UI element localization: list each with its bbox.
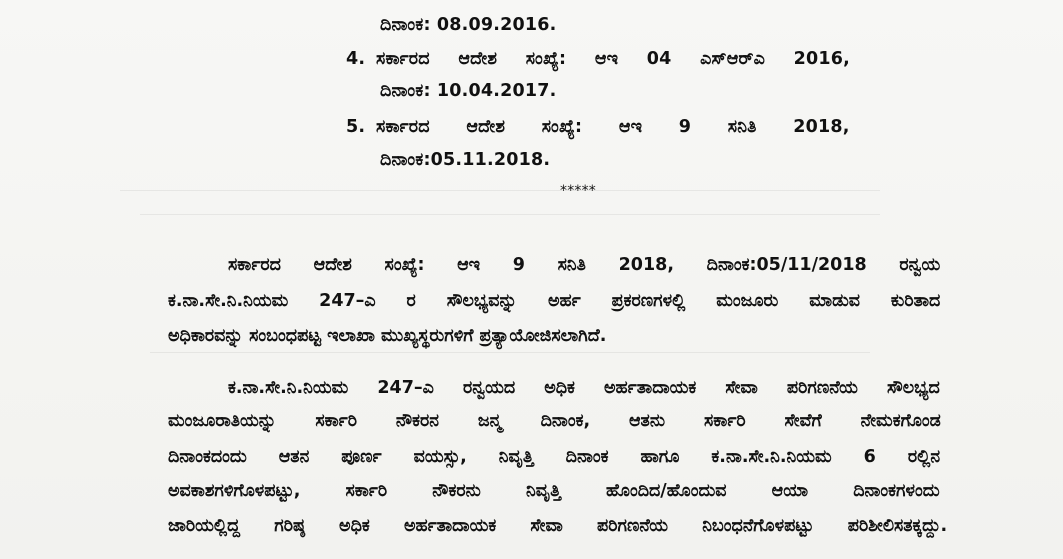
order-4-number: 4. bbox=[346, 49, 366, 69]
paper-shadow bbox=[150, 352, 870, 353]
separator-stars: ***** bbox=[560, 183, 596, 199]
order-5-text: ಸರ್ಕಾರದ ಆದೇಶ ಸಂಖ್ಯೆ: ಆಇ 9 ಸನಿತಿ 2018, bbox=[376, 117, 850, 137]
order-5-number: 5. bbox=[346, 117, 366, 137]
paragraph-2-line-1: ಕ.ನಾ.ಸೇ.ನಿ.ನಿಯಮ 247–ಎ ರನ್ವಯದ ಅಧಿಕ ಅರ್ಹತಾದಾಯಕ ಸೇವಾ ಪರಿಗಣನೆಯ ಸೌಲಭ್ಯದ bbox=[228, 378, 940, 398]
order-4-date: ದಿನಾಂಕ: 10.04.2017. bbox=[380, 81, 557, 101]
order-5-date: ದಿನಾಂಕ:05.11.2018. bbox=[380, 150, 551, 170]
paragraph-2-line-4: ಅವಕಾಶಗಳಿಗೊಳಪಟ್ಟು, ಸರ್ಕಾರಿ ನೌಕರನು ನಿವೃತ್ತಿ ಹೊಂದಿದ/ಹೊಂದುವ ಆಯಾ ದಿನಾಂಕಗಳಂದು bbox=[168, 481, 940, 501]
paragraph-2-line-3: ದಿನಾಂಕದಂದು ಆತನ ಪೂರ್ಣ ವಯಸ್ಸು, ನಿವೃತ್ತಿ ದಿನಾಂಕ ಹಾಗೂ ಕ.ನಾ.ಸೇ.ನಿ.ನಿಯಮ 6 ರಲ್ಲಿನ bbox=[168, 447, 941, 467]
paper-shadow bbox=[120, 190, 880, 191]
paragraph-2-line-5: ಜಾರಿಯಲ್ಲಿದ್ದ ಗರಿಷ್ಠ ಅಧಿಕ ಅರ್ಹತಾದಾಯಕ ಸೇವಾ ಪರಿಗಣನೆಯ ನಿಬಂಧನೆಗೊಳಪಟ್ಟು ಪರಿಶೀಲಿಸತಕ್ಕದ್ದು. bbox=[168, 516, 948, 536]
paragraph-1-line-2: ಕ.ನಾ.ಸೇ.ನಿ.ನಿಯಮ 247–ಎ ರ ಸೌಲಭ್ಯವನ್ನು ಅರ್ಹ ಪ್ರಕರಣಗಳಲ್ಲಿ ಮಂಜೂರು ಮಾಡುವ ಕುರಿತಾದ bbox=[168, 291, 941, 311]
order-4 bbox=[346, 48, 850, 70]
order-5 bbox=[346, 116, 850, 138]
paragraph-1-line-3: ಅಧಿಕಾರವನ್ನು ಸಂಬಂಧಪಟ್ಟ ಇಲಾಖಾ ಮುಖ್ಯಸ್ಥರುಗಳಿಗೆ ಪ್ರತ್ಯಾಯೋಜಿಸಲಾಗಿದೆ. bbox=[168, 326, 607, 346]
order-4-text: ಸರ್ಕಾರದ ಆದೇಶ ಸಂಖ್ಯೆ: ಆಇ 04 ಎಸ್‌ಆರ್‌ಎ 2016, bbox=[376, 49, 850, 69]
paragraph-1-line-1: ಸರ್ಕಾರದ ಆದೇಶ ಸಂಖ್ಯೆ: ಆಇ 9 ಸನಿತಿ 2018, ದಿನಾಂಕ:05/11/2018 ರನ್ವಯ bbox=[228, 255, 941, 275]
paper-shadow bbox=[140, 214, 880, 215]
paragraph-2-line-2: ಮಂಜೂರಾತಿಯನ್ನು ಸರ್ಕಾರಿ ನೌಕರನ ಜನ್ಮ ದಿನಾಂಕ, ಆತನು ಸರ್ಕಾರಿ ಸೇವೆಗೆ ನೇಮಕಗೊಂಡ bbox=[168, 411, 941, 431]
order-3-date: ದಿನಾಂಕ: 08.09.2016. bbox=[380, 15, 557, 35]
